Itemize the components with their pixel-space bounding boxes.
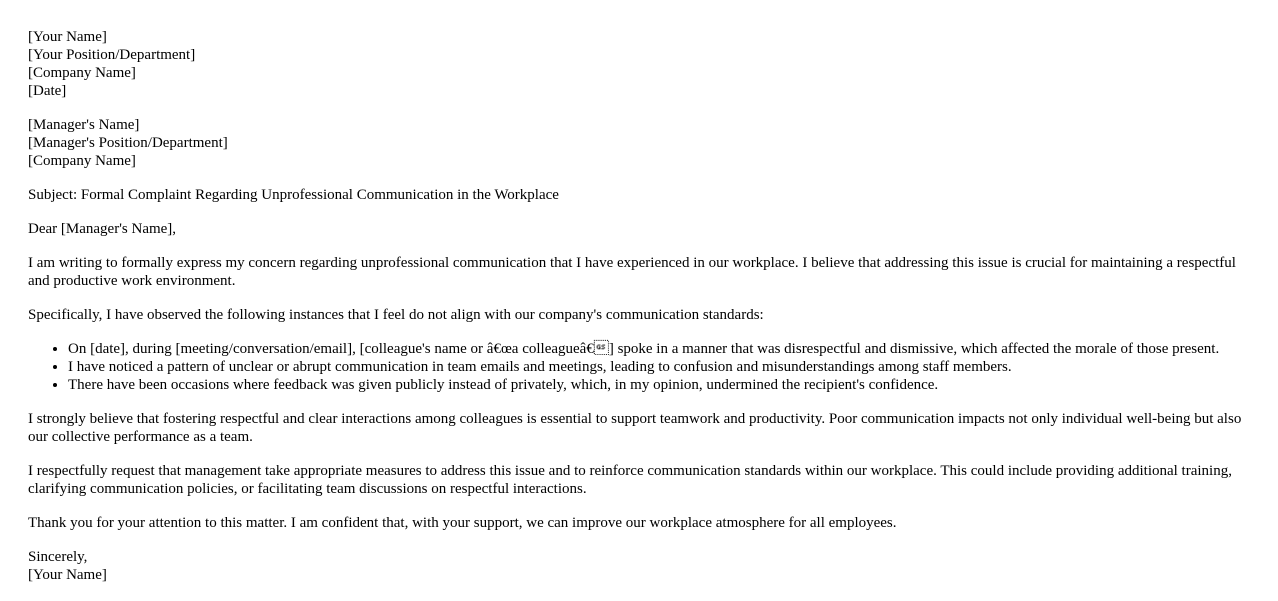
- instances-lead-paragraph: Specifically, I have observed the following instances that I feel do not align with our company's communication standards:: [28, 307, 764, 323]
- instances-list: [28, 340, 1254, 394]
- subject-line: Subject: Formal Complaint Regarding Unprofessional Communication in the Workplace: [28, 187, 559, 203]
- belief-paragraph: I strongly believe that fostering respectful and clear interactions among colleagues is essential to support teamwork and productivity. Poor communication impacts not only individual well-being but also our collective performance as a team.: [28, 411, 1242, 445]
- recipient-position: [Manager's Position/Department]: [28, 135, 228, 151]
- request-paragraph: I respectfully request that management take appropriate measures to address this issue and to reinforce communication standards within our workplace. This could include providing additional training, clarifying communication policies, or facilitating team discussions on respectful interactions.: [28, 463, 1232, 497]
- sender-position: [Your Position/Department]: [28, 47, 196, 63]
- intro-paragraph: I am writing to formally express my concern regarding unprofessional communication that I have experienced in our workplace. I believe that addressing this issue is crucial for maintaining a respectful and productive work environment.: [28, 255, 1236, 289]
- salutation: Dear [Manager's Name],: [28, 221, 177, 237]
- sender-company: [Company Name]: [28, 65, 136, 81]
- sender-block: [28, 28, 1254, 100]
- recipient-company: [Company Name]: [28, 153, 136, 169]
- letter-body: [28, 28, 1254, 584]
- list-item: • I have noticed a pattern of unclear or abrupt communication in team emails and meetings, leading to confusion and misunderstandings among staff members.: [68, 358, 1254, 376]
- recipient-name: [Manager's Name]: [28, 117, 140, 133]
- thanks-paragraph: Thank you for your attention to this matter. I am confident that, with your support, we can improve our workplace atmosphere for all employees.: [28, 515, 897, 531]
- recipient-block: [28, 116, 1254, 170]
- letter-date: [Date]: [28, 83, 67, 99]
- valediction: Sincerely,: [28, 549, 88, 565]
- list-item: • On [date], during [meeting/conversation/email], [colleague's name or â€œa colleagueâ€ ] spoke in a manner that was disrespectful and dismissive, which affected the morale of those present.: [68, 340, 1254, 358]
- sender-name: [Your Name]: [28, 29, 107, 45]
- list-item: • There have been occasions where feedback was given publicly instead of privately, which, in my opinion, undermined the recipient's confidence.: [68, 376, 1254, 394]
- closing-block: [28, 548, 1254, 584]
- signature: [Your Name]: [28, 567, 107, 583]
